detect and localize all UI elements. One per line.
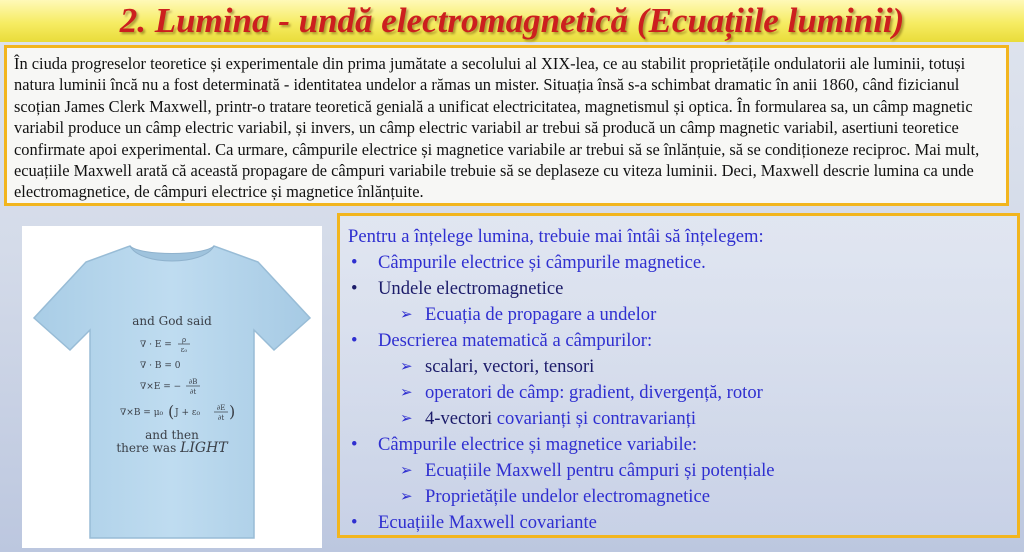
intro-paragraph: În ciuda progreselor teoretice și experimentale din prima jumătate a secolului al XIX-lea, ce au stabilit proprietățile ondulatorii ale luminii, totuși natura luminii încă nu a fost determinată - identitatea undelor a rămas un mister. Situația însă s-a schimbat dramatic în anii 1860, când fizicianul scoțian James Clerk Maxwell, printr-o tratare teoretică genială a unificat electricitatea, magnetismul și optica. În formularea sa, un câmp magnetic variabil produce un câmp electric variabil, și invers, un câmp electric variabil ar trebui să producă un câmp magnetic variabil, asertiuni teoretice confirmate apoi experimental. Ca urmare, câmpurile electrice și magnetice variabile ar trebui să se înlănțuie, să se condiționeze reciproc. Mai mult, ecuațiile Maxwell arată că această propagare de câmpuri variabile trebuie să se deplaseze cu viteza luminii. Deci, Maxwell descrie lumina ca unde electromagnetice, de câmpuri electrice și magnetice înlănțuite. <box>14 54 980 202</box>
arrow-bullet-icon: ➢ <box>400 385 413 401</box>
arrow-bullet-icon: ➢ <box>400 489 413 505</box>
outline-subitem-label: Ecuația de propagare a undelor <box>425 304 657 325</box>
outline-subitem-label: operatori de câmp: gradient, divergență, rotor <box>425 382 763 403</box>
bullet-icon: • <box>351 252 358 273</box>
outline-subitem-label: Proprietățile undelor electromagnetice <box>425 486 710 507</box>
outline-item-covariant <box>348 510 1009 536</box>
bullet-icon: • <box>351 330 358 351</box>
outline-box <box>337 213 1020 538</box>
outline-item-label: Câmpurile electrice și magnetice variabile: <box>378 434 698 455</box>
arrow-bullet-icon: ➢ <box>400 359 413 375</box>
eq4-mid: J + ε₀ <box>175 408 201 418</box>
eq1-den: ε₀ <box>180 346 188 354</box>
outline-item-math <box>348 328 1009 354</box>
outline-item-variable-fields <box>348 432 1009 458</box>
bullet-icon: • <box>351 512 358 533</box>
outline-subitem-label-a: 4-vectori <box>425 408 493 429</box>
eq4-num: ∂E <box>216 404 226 412</box>
outline-subitem-label: scalari, vectori, tensori <box>425 356 595 377</box>
eq3-den: ∂t <box>189 388 197 396</box>
outline-item-label: Undele electromagnetice <box>378 278 564 299</box>
outline-subitem-operators <box>348 380 1009 406</box>
tshirt-image <box>22 226 322 548</box>
outline-subitem-4vectors <box>348 406 1009 432</box>
outline-subgroup-math <box>348 354 1009 432</box>
eq3-num: ∂B <box>188 378 198 386</box>
tshirt-illustration <box>22 226 322 548</box>
outline-item-label: Câmpurile electrice și câmpurile magnetice. <box>378 252 706 273</box>
arrow-bullet-icon: ➢ <box>400 307 413 323</box>
tshirt-body <box>34 246 310 538</box>
outline-subitem-scalars <box>348 354 1009 380</box>
outline-subitem-label: Ecuațiile Maxwell pentru câmpuri și potențiale <box>425 460 775 481</box>
outline-subgroup-waves <box>348 302 1009 328</box>
print-line-and-then: and then <box>145 428 199 442</box>
outline-item-label: Ecuațiile Maxwell covariante <box>378 512 597 533</box>
outline-list <box>348 250 1009 536</box>
arrow-bullet-icon: ➢ <box>400 411 413 427</box>
eq4-lhs: ∇×B = μ₀ <box>120 408 164 418</box>
eq1-lhs: ∇ · E = <box>140 340 172 350</box>
eq2: ∇ · B = 0 <box>140 361 181 371</box>
outline-heading: Pentru a înțelege lumina, trebuie mai întâi să înțelegem: <box>348 226 764 247</box>
slide-title: 2. Lumina - undă electromagnetică (Ecuațiile luminii) <box>119 1 905 40</box>
outline-item-waves <box>348 276 1009 302</box>
eq4-open: ( <box>168 402 175 421</box>
arrow-bullet-icon: ➢ <box>400 463 413 479</box>
outline-subitem-label-b: covarianți și contravarianți <box>492 408 697 429</box>
outline-subitem-wave-properties <box>348 484 1009 510</box>
eq4-close: ) <box>229 402 236 421</box>
eq4-den: ∂t <box>217 414 225 422</box>
outline-item-label: Descrierea matematică a câmpurilor: <box>378 330 653 351</box>
print-line-and-god-said: and God said <box>132 314 212 328</box>
print-line-there-was-light: there was LIGHT <box>116 440 228 456</box>
eq1-num: ρ <box>181 336 187 344</box>
intro-text-box <box>4 45 1009 206</box>
outline-subitem-propagation <box>348 302 1009 328</box>
bullet-icon: • <box>351 278 358 299</box>
outline-subitem-maxwell-fields <box>348 458 1009 484</box>
eq3-lhs: ∇×E = − <box>140 382 182 392</box>
outline-item-fields <box>348 250 1009 276</box>
bullet-icon: • <box>351 434 358 455</box>
outline-subgroup-variable <box>348 458 1009 510</box>
